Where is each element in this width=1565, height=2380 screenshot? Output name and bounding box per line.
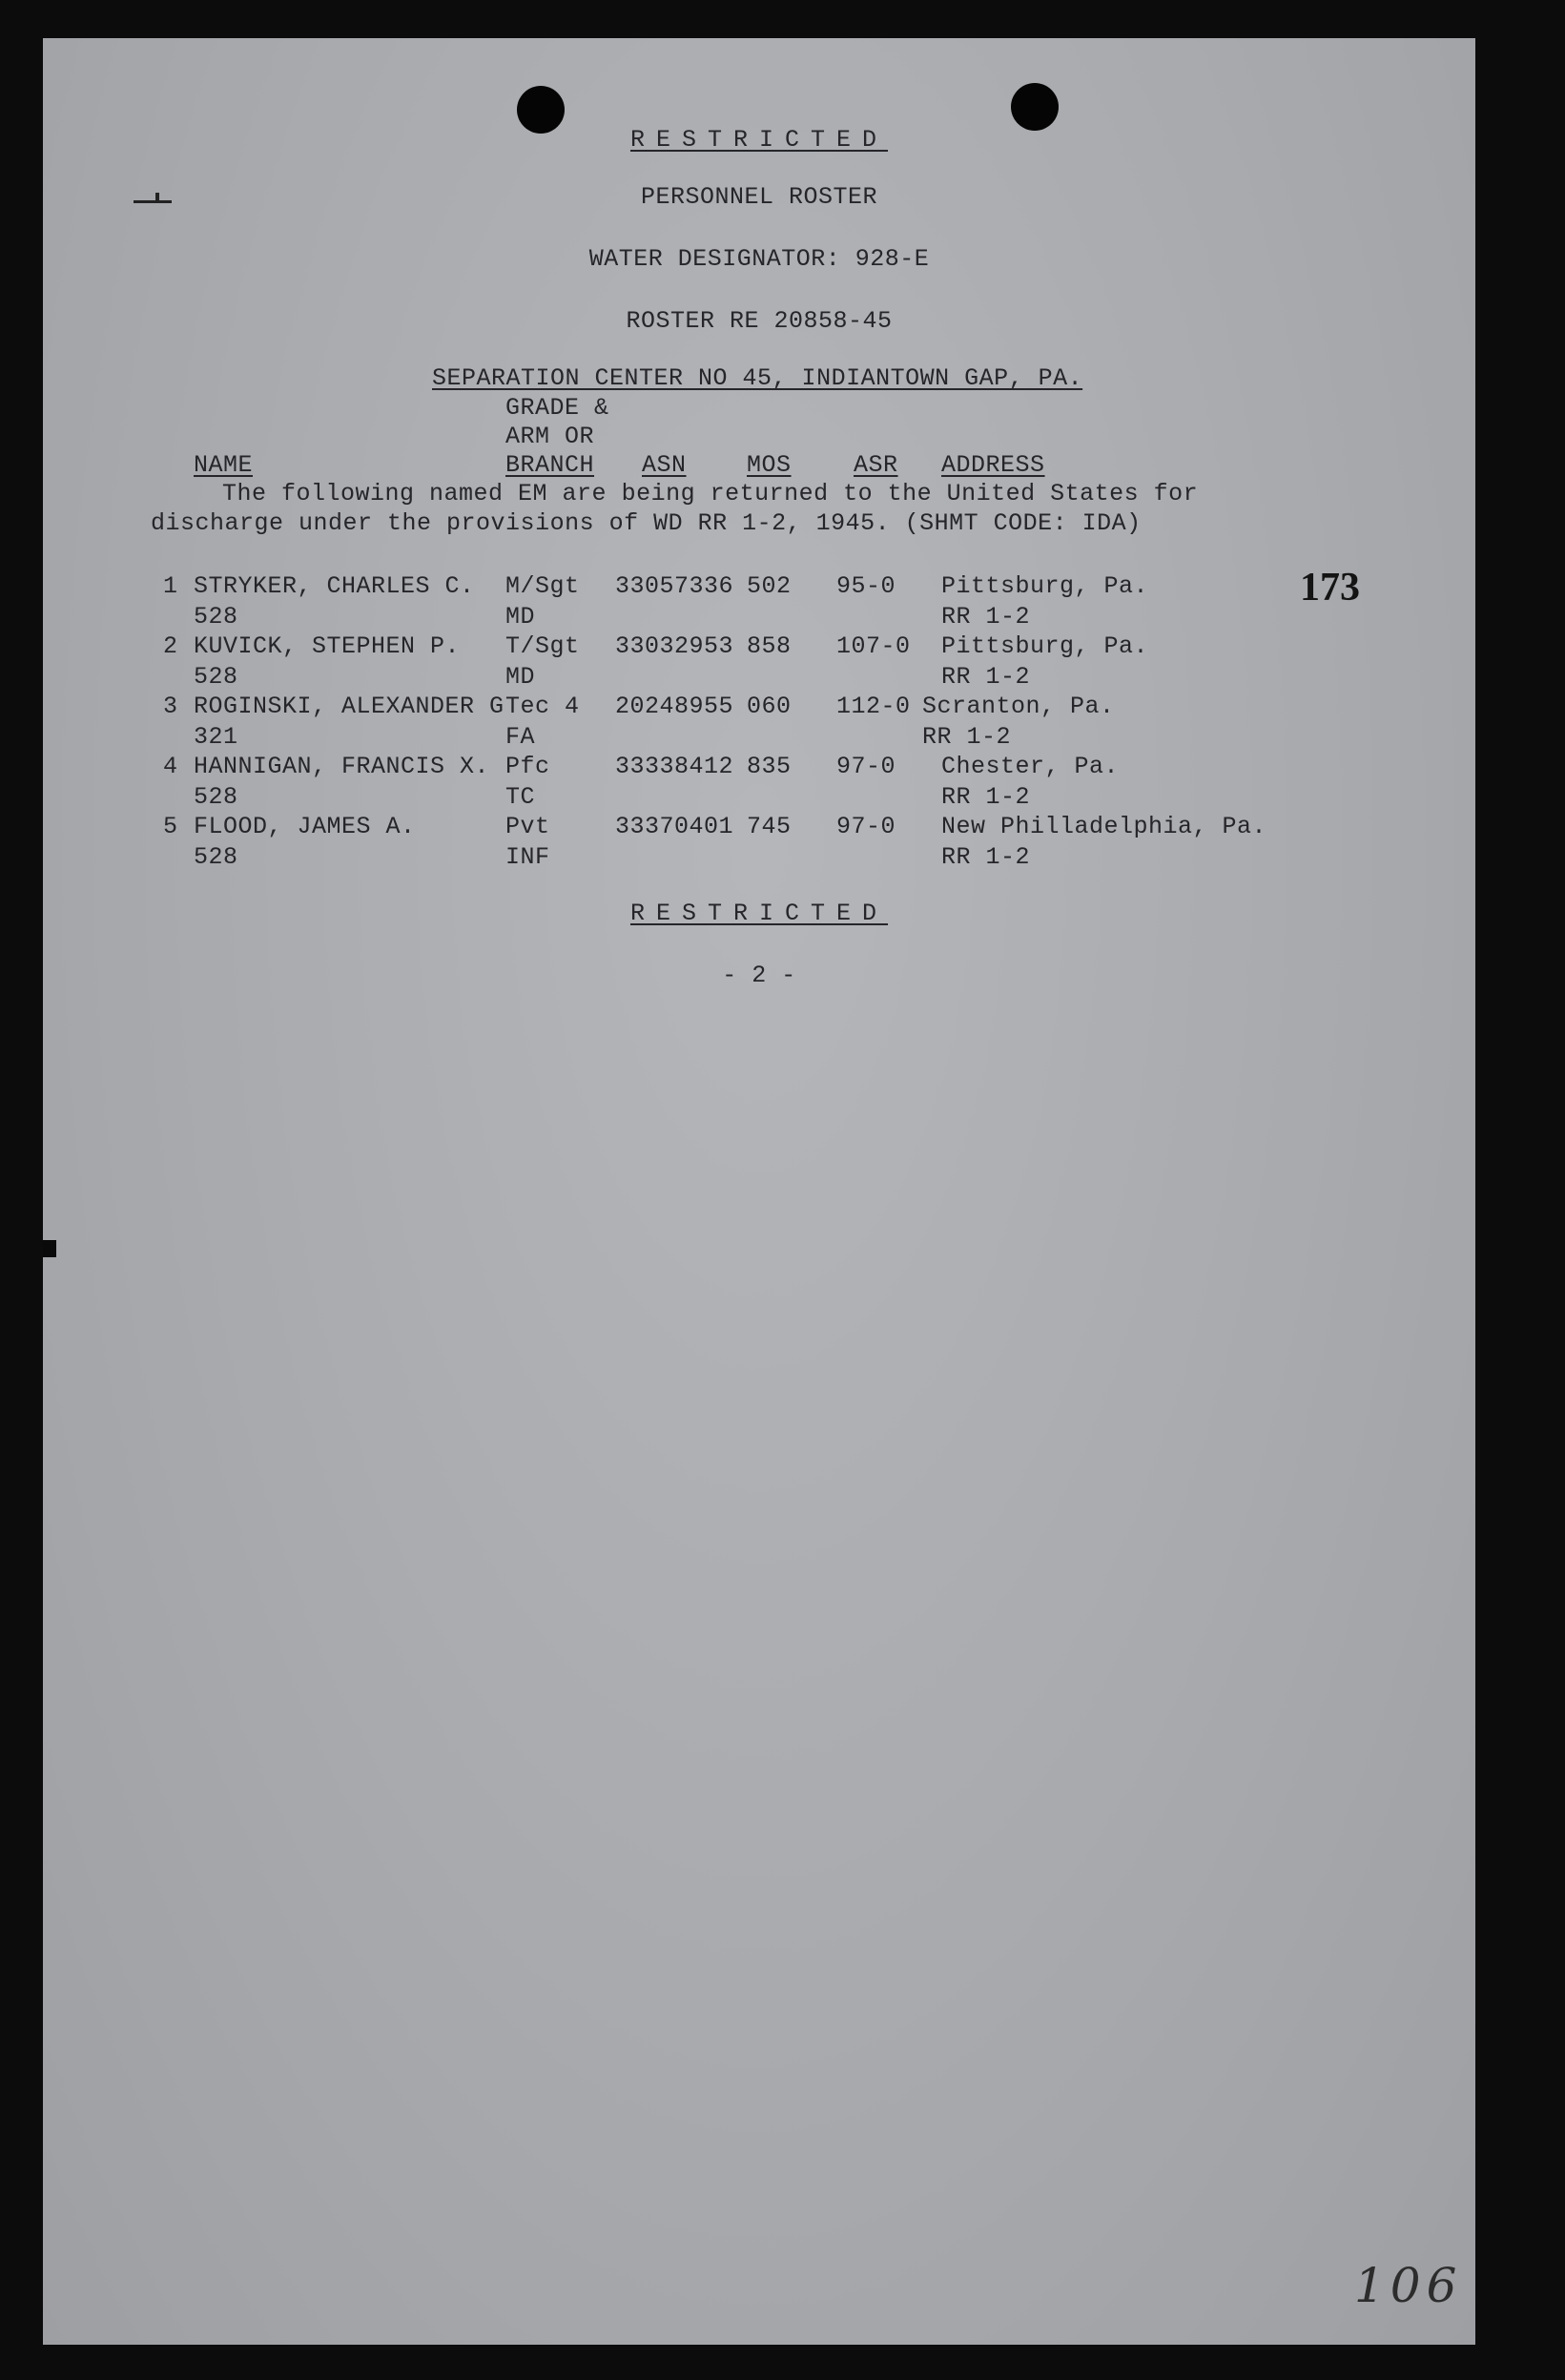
- soldier-mos: 502: [747, 572, 792, 600]
- soldier-asn: 33338412: [615, 753, 734, 780]
- separation-center: SEPARATION CENTER NO 45, INDIANTOWN GAP, PA.: [432, 364, 1083, 392]
- soldier-name: STRYKER, CHARLES C.: [194, 572, 475, 600]
- soldier-code: 321: [194, 723, 238, 751]
- soldier-branch: MD: [505, 603, 536, 631]
- soldier-mos: 060: [747, 693, 792, 720]
- column-heading-mos: MOS: [747, 451, 792, 479]
- soldier-grade: Pvt: [505, 813, 550, 840]
- stamped-page-number: 173: [1300, 566, 1360, 610]
- soldier-city: New Philladelphia, Pa.: [941, 813, 1267, 840]
- column-heading-address: ADDRESS: [941, 451, 1045, 479]
- soldier-rr: RR 1-2: [922, 723, 1012, 751]
- soldier-mos: 858: [747, 632, 792, 660]
- soldier-name: ROGINSKI, ALEXANDER G: [194, 693, 505, 720]
- handwritten-number: 106: [1354, 2258, 1463, 2313]
- soldier-code: 528: [194, 663, 238, 691]
- soldier-rr: RR 1-2: [941, 843, 1031, 871]
- document-title: PERSONNEL ROSTER: [640, 183, 878, 211]
- soldier-rr: RR 1-2: [941, 663, 1031, 691]
- soldier-name: KUVICK, STEPHEN P.: [194, 632, 461, 660]
- soldier-asn: 33057336: [615, 572, 734, 600]
- soldier-grade: T/Sgt: [505, 632, 580, 660]
- soldier-asr: 112-0: [836, 693, 911, 720]
- intro-line-2: discharge under the provisions of WD RR 1-2, 1945. (SHMT CODE: IDA): [151, 509, 1142, 537]
- soldier-asr: 95-0: [836, 572, 896, 600]
- column-heading-grade: GRADE &: [505, 394, 609, 422]
- page-number-footer: - 2 -: [722, 962, 796, 989]
- soldier-branch: MD: [505, 663, 536, 691]
- column-heading-asn: ASN: [642, 451, 687, 479]
- soldier-name: HANNIGAN, FRANCIS X.: [194, 753, 490, 780]
- soldier-branch: INF: [505, 843, 550, 871]
- soldier-asn: 33370401: [615, 813, 734, 840]
- classification-footer: RESTRICTED: [629, 900, 889, 927]
- soldier-rr: RR 1-2: [941, 783, 1031, 811]
- row-number: 3: [163, 693, 178, 720]
- row-number: 5: [163, 813, 178, 840]
- soldier-name: FLOOD, JAMES A.: [194, 813, 416, 840]
- soldier-branch: TC: [505, 783, 536, 811]
- column-heading-branch: BRANCH: [505, 451, 595, 479]
- soldier-city: Pittsburg, Pa.: [941, 572, 1149, 600]
- soldier-grade: Pfc: [505, 753, 550, 780]
- intro-line-1: The following named EM are being returned to the United States for: [222, 480, 1199, 507]
- edge-notch: [43, 1240, 56, 1257]
- column-heading-arm: ARM OR: [505, 423, 595, 450]
- column-heading-asr: ASR: [854, 451, 898, 479]
- soldier-mos: 835: [747, 753, 792, 780]
- row-number: 4: [163, 753, 178, 780]
- soldier-asr: 97-0: [836, 813, 896, 840]
- soldier-code: 528: [194, 783, 238, 811]
- soldier-asn: 20248955: [615, 693, 734, 720]
- soldier-asr: 97-0: [836, 753, 896, 780]
- soldier-code: 528: [194, 603, 238, 631]
- soldier-mos: 745: [747, 813, 792, 840]
- document-page: [43, 38, 1475, 2345]
- row-number: 1: [163, 572, 178, 600]
- column-heading-name: NAME: [194, 451, 254, 479]
- soldier-asn: 33032953: [615, 632, 734, 660]
- soldier-city: Chester, Pa.: [941, 753, 1120, 780]
- classification-header: RESTRICTED: [629, 126, 889, 154]
- water-designator: WATER DESIGNATOR: 928-E: [588, 245, 930, 273]
- soldier-rr: RR 1-2: [941, 603, 1031, 631]
- punch-hole-right: [1011, 83, 1059, 131]
- soldier-grade: Tec 4: [505, 693, 580, 720]
- row-number: 2: [163, 632, 178, 660]
- soldier-code: 528: [194, 843, 238, 871]
- soldier-city: Scranton, Pa.: [922, 693, 1115, 720]
- soldier-branch: FA: [505, 723, 536, 751]
- soldier-asr: 107-0: [836, 632, 911, 660]
- soldier-grade: M/Sgt: [505, 572, 580, 600]
- soldier-city: Pittsburg, Pa.: [941, 632, 1149, 660]
- roster-number: ROSTER RE 20858-45: [626, 307, 893, 335]
